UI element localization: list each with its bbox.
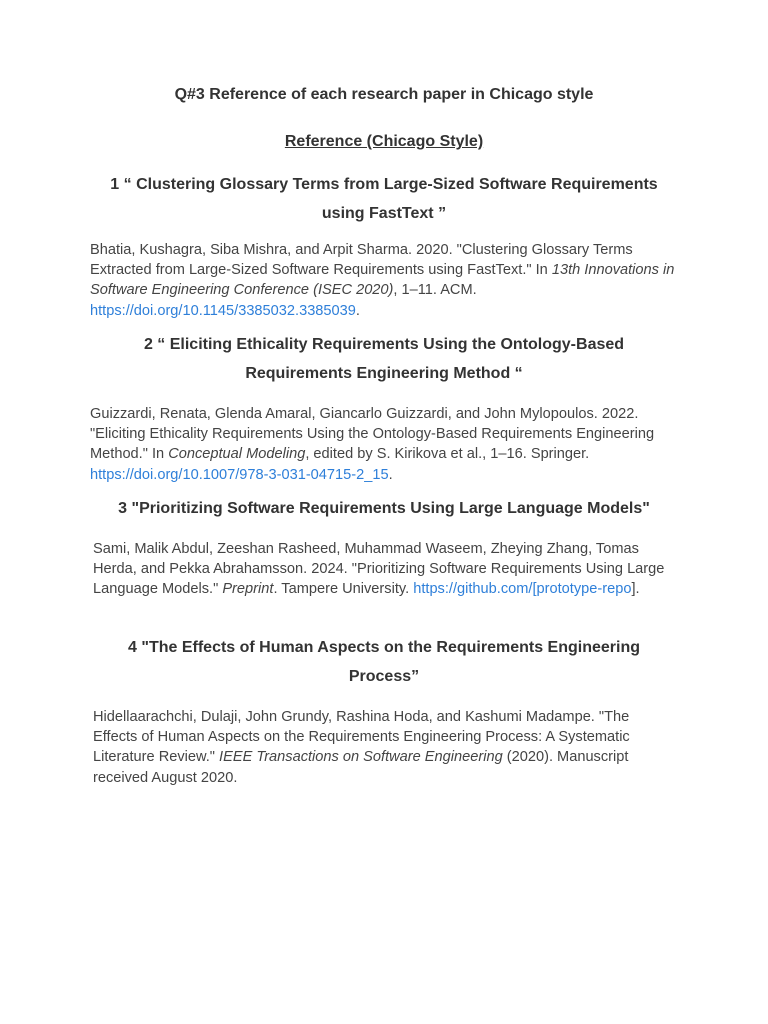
reference-2-details: , edited by S. Kirikova et al., 1–16. Springer. bbox=[305, 446, 590, 463]
reference-3-heading: 3 "Prioritizing Software Requirements Using Large Language Models" bbox=[118, 500, 650, 517]
reference-4-details: (2020). Manuscript received August 2020. bbox=[93, 749, 629, 786]
reference-3-link-suffix: ]. bbox=[631, 581, 640, 598]
reference-2-heading: 2 “ Eliciting Ethicality Requirements Using the Ontology-Based Requirements Engineering Method “ bbox=[143, 336, 625, 382]
reference-3-citation bbox=[93, 539, 677, 600]
reference-1-link[interactable]: https://doi.org/10.1145/3385032.3385039 bbox=[90, 302, 356, 319]
reference-1-details: , 1–11. ACM. bbox=[393, 282, 477, 299]
reference-3-venue: Preprint bbox=[222, 581, 274, 598]
reference-4-authors: Hidellaarachchi, Dulaji, John Grundy, Rashina Hoda, and Kashumi Madampe. "The Effects of Human Aspects on the Requirements Engineering Process: A Systematic Literature Review." bbox=[93, 709, 630, 766]
reference-3-link[interactable]: https://github.com/[prototype-repo bbox=[413, 581, 632, 598]
reference-1-venue: 13th Innovations in Software Engineering Conference (ISEC 2020) bbox=[90, 262, 675, 299]
reference-1-heading: 1 “ Clustering Glossary Terms from Large-Sized Software Requirements using FastText ” bbox=[110, 176, 658, 222]
reference-3-details: . Tampere University. bbox=[273, 581, 410, 598]
reference-4-heading: 4 "The Effects of Human Aspects on the Requirements Engineering Process” bbox=[128, 639, 640, 685]
reference-1-authors: Bhatia, Kushagra, Siba Mishra, and Arpit Sharma. 2020. "Clustering Glossary Terms Extracted from Large-Sized Software Requirements using FastText." In bbox=[90, 242, 633, 279]
reference-4-citation bbox=[93, 707, 673, 788]
reference-3-authors: Sami, Malik Abdul, Zeeshan Rasheed, Muhammad Waseem, Zheying Zhang, Tomas Herda, and Pekka Abrahamsson. 2024. "Prioritizing Software Requirements Using Large Language Models." bbox=[93, 541, 665, 598]
reference-1-link-suffix: . bbox=[355, 302, 360, 319]
reference-4-venue: IEEE Transactions on Software Engineering bbox=[219, 749, 503, 766]
reference-2-authors: Guizzardi, Renata, Glenda Amaral, Giancarlo Guizzardi, and John Mylopoulos. 2022. "Eliciting Ethicality Requirements Using the Ontology-Based Requirements Engineering Method." In bbox=[90, 406, 655, 463]
section-subtitle: Reference (Chicago Style) bbox=[284, 133, 484, 150]
reference-2-citation bbox=[90, 404, 684, 485]
reference-1-citation bbox=[90, 240, 680, 321]
reference-2-link[interactable]: https://doi.org/10.1007/978-3-031-04715-2_15 bbox=[90, 466, 389, 483]
page-title: Q#3 Reference of each research paper in Chicago style bbox=[174, 86, 594, 103]
reference-2-venue: Conceptual Modeling bbox=[168, 446, 306, 463]
reference-2-link-suffix: . bbox=[388, 466, 393, 483]
